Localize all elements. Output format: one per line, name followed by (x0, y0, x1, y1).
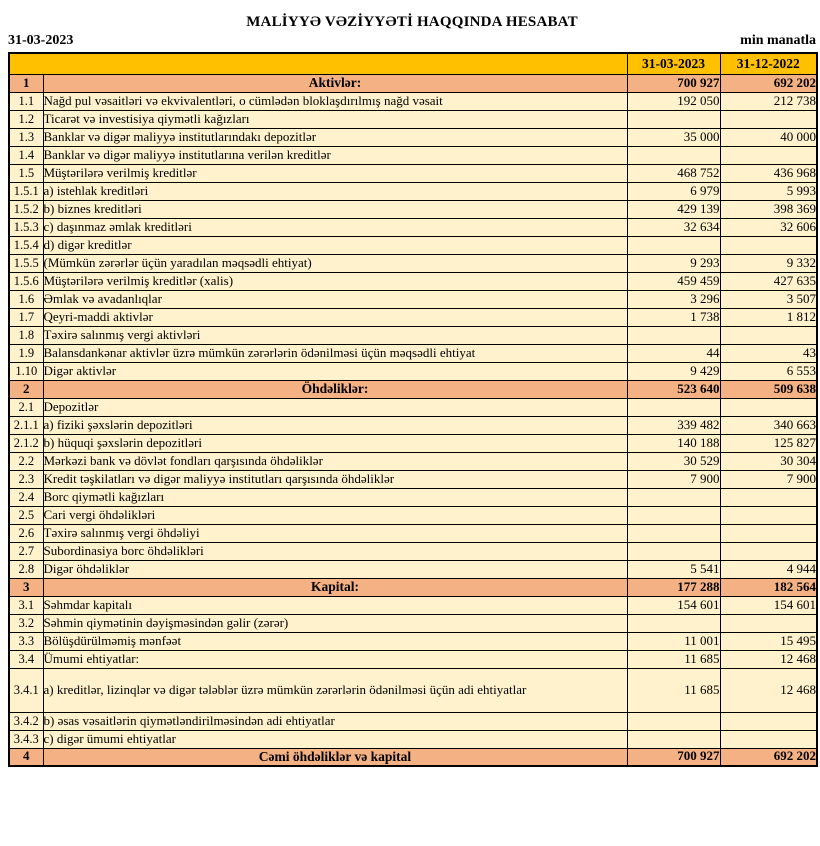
row-label: Depozitlər (43, 398, 627, 416)
row-value-current: 5 541 (627, 560, 720, 578)
row-label: c) daşınmaz əmlak kreditləri (43, 218, 627, 236)
row-value-current: 339 482 (627, 416, 720, 434)
row-value-previous (720, 542, 817, 560)
row-label: Digər aktivlər (43, 362, 627, 380)
row-number: 1.5.4 (9, 236, 43, 254)
row-value-current (627, 146, 720, 164)
row-value-previous: 1 812 (720, 308, 817, 326)
table-row (9, 560, 817, 578)
row-value-previous (720, 488, 817, 506)
row-label: Səhmdar kapitalı (43, 596, 627, 614)
row-number: 2.5 (9, 506, 43, 524)
row-value-previous: 427 635 (720, 272, 817, 290)
row-number: 1.7 (9, 308, 43, 326)
row-value-previous: 40 000 (720, 128, 817, 146)
row-number: 3.4 (9, 650, 43, 668)
row-value-current (627, 506, 720, 524)
table-row (9, 488, 817, 506)
table-row (9, 218, 817, 236)
table-row (9, 326, 817, 344)
row-value-previous: 5 993 (720, 182, 817, 200)
row-value-previous (720, 524, 817, 542)
row-label: Borc qiymətli kağızları (43, 488, 627, 506)
table-row (9, 236, 817, 254)
row-value-current: 523 640 (627, 380, 720, 398)
row-value-previous (720, 398, 817, 416)
row-label: Cəmi öhdəliklər və kapital (43, 748, 627, 766)
row-number: 1.5.3 (9, 218, 43, 236)
row-label: Cari vergi öhdəlikləri (43, 506, 627, 524)
row-number: 2.1 (9, 398, 43, 416)
row-value-previous: 692 202 (720, 74, 817, 92)
table-header-row (9, 53, 817, 74)
row-value-current: 700 927 (627, 74, 720, 92)
row-label: Təxirə salınmış vergi öhdəliyi (43, 524, 627, 542)
row-number: 1.6 (9, 290, 43, 308)
row-value-previous: 12 468 (720, 650, 817, 668)
row-value-current (627, 542, 720, 560)
table-row (9, 434, 817, 452)
row-value-previous: 7 900 (720, 470, 817, 488)
row-label: b) əsas vəsaitlərin qiymətləndirilməsindən adi ehtiyatlar (43, 712, 627, 730)
row-value-previous: 398 369 (720, 200, 817, 218)
row-label: a) kreditlər, lizinqlər və digər tələblər üzrə mümkün zərərlərin ödənilməsi üçün adi ehtiyatlar (43, 668, 627, 712)
table-row (9, 524, 817, 542)
report-date: 31-03-2023 (8, 33, 74, 48)
row-value-current: 6 979 (627, 182, 720, 200)
row-label: Qeyri-maddi aktivlər (43, 308, 627, 326)
row-label: Səhmin qiymətinin dəyişməsindən gəlir (zərər) (43, 614, 627, 632)
table-row (9, 416, 817, 434)
table-row (9, 712, 817, 730)
row-label: a) fiziki şəxslərin depozitləri (43, 416, 627, 434)
header-col-previous: 31-12-2022 (720, 53, 817, 74)
row-value-current: 32 634 (627, 218, 720, 236)
row-value-previous (720, 506, 817, 524)
row-value-current (627, 236, 720, 254)
table-row (9, 290, 817, 308)
table-row (9, 308, 817, 326)
row-value-previous (720, 730, 817, 748)
row-number: 1.5.6 (9, 272, 43, 290)
header-empty-cell (9, 53, 627, 74)
row-value-previous: 4 944 (720, 560, 817, 578)
row-value-current: 44 (627, 344, 720, 362)
row-label: Banklar və digər maliyyə institutlarına verilən kreditlər (43, 146, 627, 164)
row-label: c) digər ümumi ehtiyatlar (43, 730, 627, 748)
table-row (9, 542, 817, 560)
row-value-current (627, 712, 720, 730)
row-number: 1.10 (9, 362, 43, 380)
row-value-current: 35 000 (627, 128, 720, 146)
row-number: 1.8 (9, 326, 43, 344)
row-value-current (627, 730, 720, 748)
row-number: 3.4.1 (9, 668, 43, 712)
row-value-previous: 3 507 (720, 290, 817, 308)
row-value-current: 11 685 (627, 668, 720, 712)
row-number: 2.1.1 (9, 416, 43, 434)
row-value-previous: 12 468 (720, 668, 817, 712)
row-value-previous: 6 553 (720, 362, 817, 380)
document-page (0, 14, 820, 767)
row-value-previous (720, 146, 817, 164)
row-number: 2.8 (9, 560, 43, 578)
row-label: Əmlak və avadanlıqlar (43, 290, 627, 308)
row-number: 2.2 (9, 452, 43, 470)
table-row (9, 398, 817, 416)
row-value-previous (720, 712, 817, 730)
table-row (9, 668, 817, 712)
row-value-current: 429 139 (627, 200, 720, 218)
row-number: 3.1 (9, 596, 43, 614)
row-value-previous: 509 638 (720, 380, 817, 398)
row-value-current: 154 601 (627, 596, 720, 614)
row-number: 1.5 (9, 164, 43, 182)
row-number: 1.2 (9, 110, 43, 128)
row-value-previous (720, 614, 817, 632)
table-row (9, 110, 817, 128)
row-number: 2 (9, 380, 43, 398)
row-value-current: 11 001 (627, 632, 720, 650)
table-row (9, 146, 817, 164)
report-title: MALİYYƏ VƏZİYYƏTİ HAQQINDA HESABAT (246, 14, 578, 30)
row-value-current: 30 529 (627, 452, 720, 470)
report-subheader (8, 33, 816, 49)
row-label: b) hüquqi şəxslərin depozitləri (43, 434, 627, 452)
row-value-current (627, 524, 720, 542)
row-number: 1.5.5 (9, 254, 43, 272)
table-row (9, 164, 817, 182)
row-number: 4 (9, 748, 43, 766)
row-label: Balansdankənar aktivlər üzrə mümkün zərərlərin ödənilməsi üçün məqsədli ehtiyat (43, 344, 627, 362)
row-label: d) digər kreditlər (43, 236, 627, 254)
financial-position-table (8, 52, 818, 767)
table-row (9, 200, 817, 218)
row-value-previous: 32 606 (720, 218, 817, 236)
row-value-current: 1 738 (627, 308, 720, 326)
row-number: 2.7 (9, 542, 43, 560)
units-label: min manatla (740, 33, 816, 48)
row-label: Müştərilərə verilmiş kreditlər (xalis) (43, 272, 627, 290)
row-value-current: 140 188 (627, 434, 720, 452)
table-row (9, 362, 817, 380)
row-value-current: 468 752 (627, 164, 720, 182)
row-value-previous: 30 304 (720, 452, 817, 470)
header-col-current: 31-03-2023 (627, 53, 720, 74)
row-label: (Mümkün zərərlər üçün yaradılan məqsədli ehtiyat) (43, 254, 627, 272)
table-row (9, 254, 817, 272)
table-row (9, 182, 817, 200)
row-number: 1.5.1 (9, 182, 43, 200)
row-value-previous: 9 332 (720, 254, 817, 272)
row-number: 3.4.3 (9, 730, 43, 748)
row-label: Kredit təşkilatları və digər maliyyə institutları qarşısında öhdəliklər (43, 470, 627, 488)
row-value-current (627, 398, 720, 416)
row-number: 2.4 (9, 488, 43, 506)
row-value-current: 177 288 (627, 578, 720, 596)
table-row (9, 748, 817, 766)
row-value-current (627, 488, 720, 506)
row-number: 1.1 (9, 92, 43, 110)
row-label: Aktivlər: (43, 74, 627, 92)
table-row (9, 506, 817, 524)
table-row (9, 344, 817, 362)
row-value-previous: 154 601 (720, 596, 817, 614)
table-row (9, 452, 817, 470)
row-value-current: 9 429 (627, 362, 720, 380)
row-label: Mərkəzi bank və dövlət fondları qarşısında öhdəliklər (43, 452, 627, 470)
row-number: 3.2 (9, 614, 43, 632)
row-value-current: 192 050 (627, 92, 720, 110)
row-label: a) istehlak kreditləri (43, 182, 627, 200)
row-value-previous: 692 202 (720, 748, 817, 766)
row-value-previous: 212 738 (720, 92, 817, 110)
row-value-previous (720, 110, 817, 128)
row-number: 2.1.2 (9, 434, 43, 452)
row-label: Subordinasiya borc öhdəlikləri (43, 542, 627, 560)
row-number: 1.4 (9, 146, 43, 164)
row-number: 1.3 (9, 128, 43, 146)
row-label: Nağd pul vəsaitləri və ekvivalentləri, o cümlədən bloklaşdırılmış nağd vəsait (43, 92, 627, 110)
row-label: Ümumi ehtiyatlar: (43, 650, 627, 668)
table-row (9, 470, 817, 488)
row-number: 1.5.2 (9, 200, 43, 218)
row-label: Banklar və digər maliyyə institutlarındakı depozitlər (43, 128, 627, 146)
row-number: 1.9 (9, 344, 43, 362)
table-row (9, 92, 817, 110)
row-label: Ticarət və investisiya qiymətli kağızları (43, 110, 627, 128)
row-value-current (627, 614, 720, 632)
row-value-previous (720, 326, 817, 344)
table-row (9, 650, 817, 668)
row-value-current: 11 685 (627, 650, 720, 668)
row-value-previous: 125 827 (720, 434, 817, 452)
row-value-current: 459 459 (627, 272, 720, 290)
table-body (9, 74, 817, 766)
table-row (9, 128, 817, 146)
table-row (9, 632, 817, 650)
row-number: 2.3 (9, 470, 43, 488)
table-row (9, 596, 817, 614)
row-label: Təxirə salınmış vergi aktivləri (43, 326, 627, 344)
row-label: b) biznes kreditləri (43, 200, 627, 218)
row-value-current: 700 927 (627, 748, 720, 766)
row-number: 1 (9, 74, 43, 92)
row-number: 3 (9, 578, 43, 596)
table-row (9, 730, 817, 748)
row-label: Öhdəliklər: (43, 380, 627, 398)
row-value-current (627, 326, 720, 344)
row-value-previous: 182 564 (720, 578, 817, 596)
row-value-previous (720, 236, 817, 254)
row-value-current: 7 900 (627, 470, 720, 488)
row-value-previous: 340 663 (720, 416, 817, 434)
table-row (9, 614, 817, 632)
table-row (9, 74, 817, 92)
row-value-previous: 436 968 (720, 164, 817, 182)
row-label: Kapital: (43, 578, 627, 596)
row-label: Müştərilərə verilmiş kreditlər (43, 164, 627, 182)
table-row (9, 380, 817, 398)
row-label: Digər öhdəliklər (43, 560, 627, 578)
table-row (9, 272, 817, 290)
row-value-current (627, 110, 720, 128)
row-value-current: 9 293 (627, 254, 720, 272)
row-number: 3.4.2 (9, 712, 43, 730)
row-number: 3.3 (9, 632, 43, 650)
row-value-previous: 43 (720, 344, 817, 362)
row-label: Bölüşdürülməmiş mənfəət (43, 632, 627, 650)
row-value-previous: 15 495 (720, 632, 817, 650)
row-value-current: 3 296 (627, 290, 720, 308)
table-row (9, 578, 817, 596)
row-number: 2.6 (9, 524, 43, 542)
